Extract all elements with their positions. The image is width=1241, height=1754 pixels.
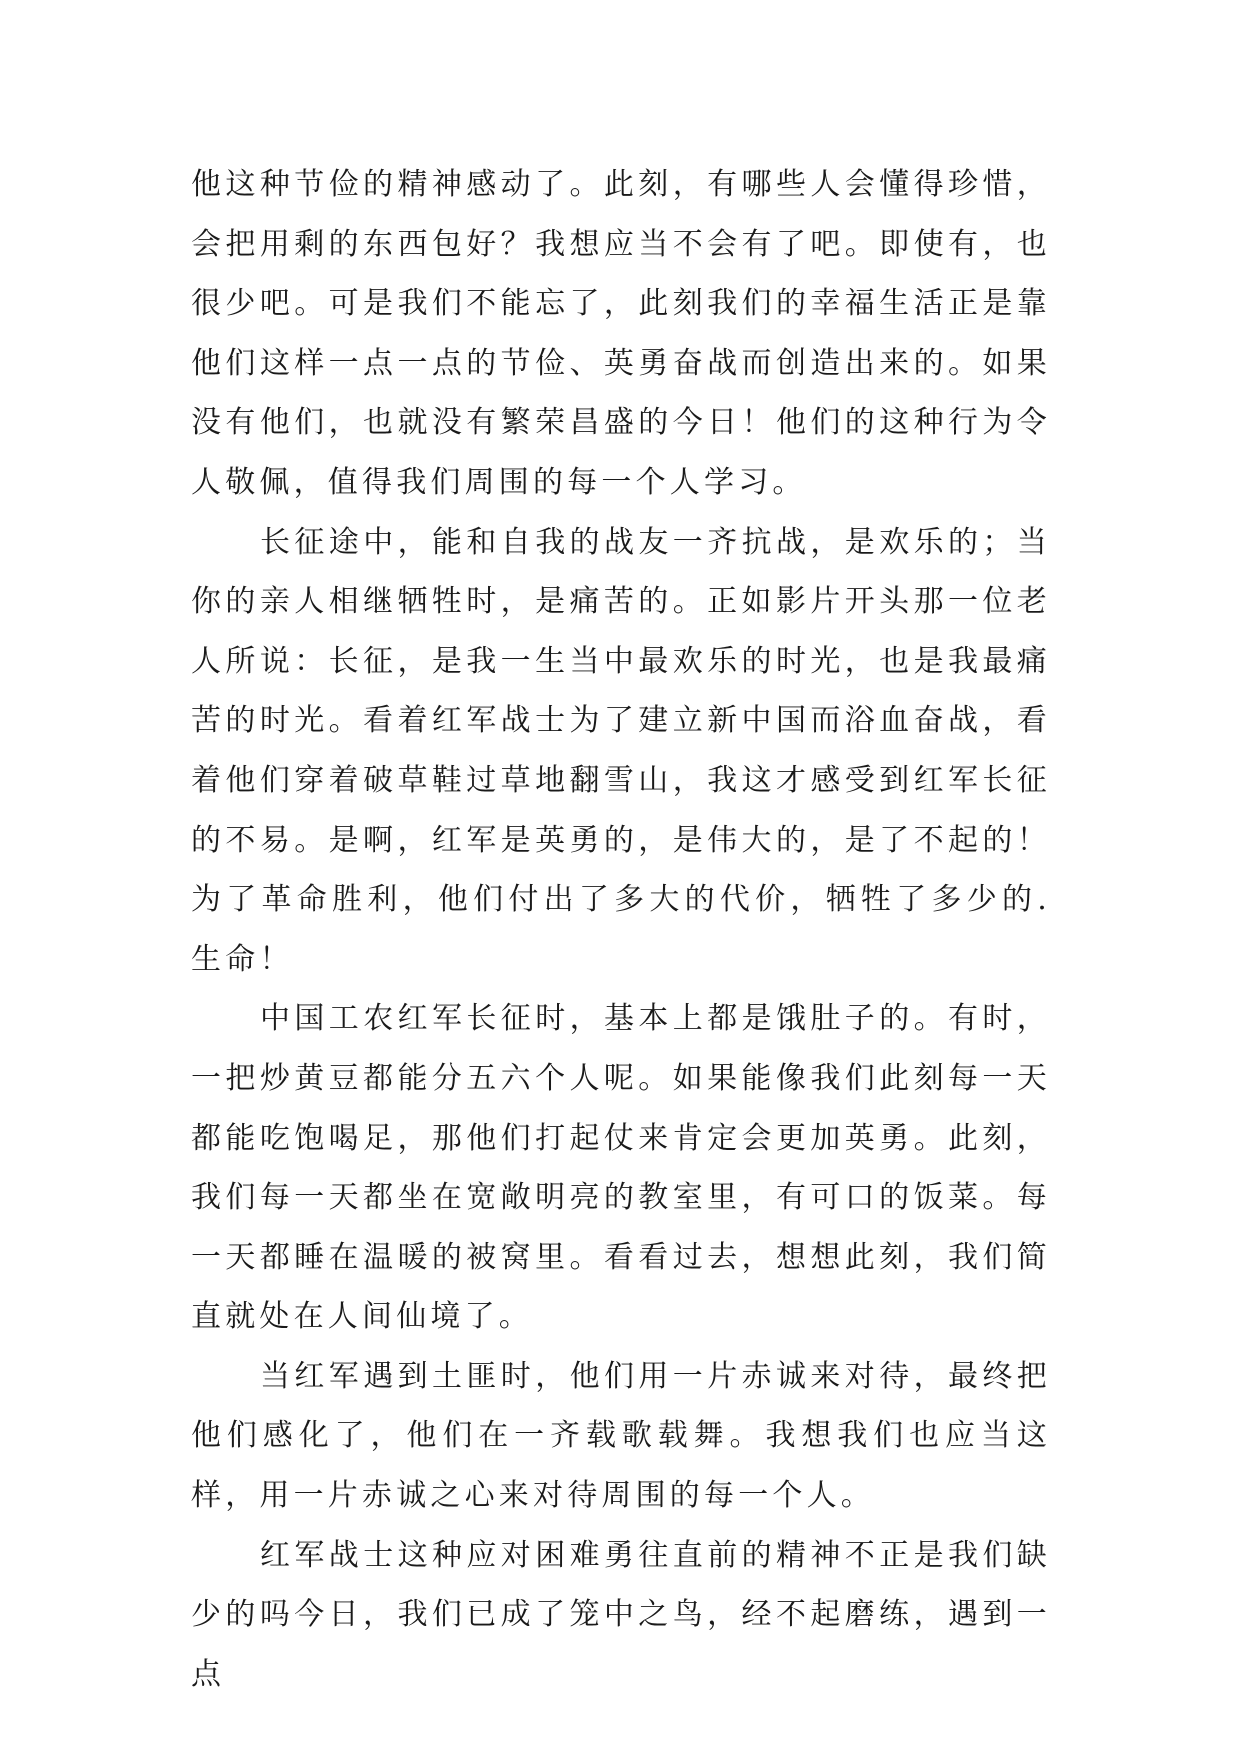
paragraph-2: 长征途中，能和自我的战友一齐抗战，是欢乐的；当你的亲人相继牺牲时，是痛苦的。正如影片开头那一位老人所说：长征，是我一生当中最欢乐的时光，也是我最痛苦的时光。看着红军战士为了建立新中国而浴血奋战，看着他们穿着破草鞋过草地翻雪山，我这才感受到红军长征的不易。是啊，红军是英勇的，是伟大的，是了不起的！为了革命胜利，他们付出了多大的代价，牺牲了多少的.生命！ bbox=[191, 524, 1051, 977]
paragraph-4: 当红军遇到土匪时，他们用一片赤诚来对待，最终把他们感化了，他们在一齐载歌载舞。我想我们也应当这样，用一片赤诚之心来对待周围的每一个人。 bbox=[191, 1358, 1051, 1514]
document-body bbox=[191, 155, 1051, 1704]
paragraph-1: 他这种节俭的精神感动了。此刻，有哪些人会懂得珍惜，会把用剩的东西包好？我想应当不会有了吧。即使有，也很少吧。可是我们不能忘了，此刻我们的幸福生活正是靠他们这样一点一点的节俭、英勇奋战而创造出来的。如果没有他们，也就没有繁荣昌盛的今日！他们的这种行为令人敬佩，值得我们周围的每一个人学习。 bbox=[191, 167, 1051, 500]
paragraph-3: 中国工农红军长征时，基本上都是饿肚子的。有时，一把炒黄豆都能分五六个人呢。如果能像我们此刻每一天都能吃饱喝足，那他们打起仗来肯定会更加英勇。此刻，我们每一天都坐在宽敞明亮的教室里，有可口的饭菜。每一天都睡在温暖的被窝里。看看过去，想想此刻，我们简直就处在人间仙境了。 bbox=[191, 1001, 1051, 1335]
paragraph-5: 红军战士这种应对困难勇往直前的精神不正是我们缺少的吗今日，我们已成了笼中之鸟，经不起磨练，遇到一点 bbox=[191, 1537, 1051, 1692]
